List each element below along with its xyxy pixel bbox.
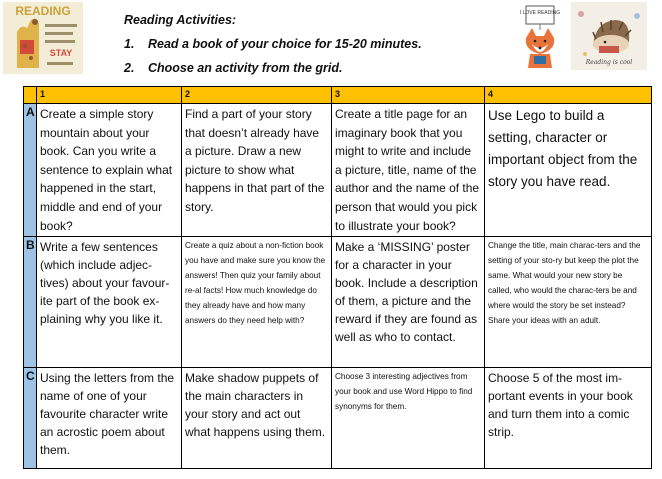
activity-step-2 [124, 56, 422, 80]
activity-cell-a2: Find a part of your story that doesn’t already have a picture. Draw a new picture to show what happens in that part of the story. [182, 104, 332, 237]
column-header-3: 3 [332, 87, 485, 104]
step-number: 1. [124, 37, 135, 51]
activity-cell-c2: Make shadow puppets of the main characters in your story and act out what happens using them. [182, 368, 332, 469]
activity-step-1 [124, 32, 422, 56]
activity-cell-b2: Create a quiz about a non-fiction book you have and make sure you know the answers! Then quiz your family about re-al facts! How much knowledge do they already have and how many answers do they need help with? [182, 237, 332, 368]
poster-heading: READING [15, 4, 71, 18]
row-label-b: B [24, 237, 37, 368]
column-header-2: 2 [182, 87, 332, 104]
activity-cell-a1: Create a simple story mountain about your book. Can you write a sentence to explain what happened in the start, middle and end of your book? [37, 104, 182, 237]
grid-header-row [24, 87, 652, 104]
reading-poster-image [3, 2, 83, 74]
fox-reading-image [516, 2, 562, 70]
activities-heading: Reading Activities: [124, 13, 237, 27]
column-header-4: 4 [485, 87, 652, 104]
activities-intro [124, 8, 422, 80]
activity-cell-c3: Choose 3 interesting adjectives from your book and use Word Hippo to find synonyms for them. [332, 368, 485, 469]
hedgehog-caption: Reading is cool [585, 59, 633, 66]
grid-row-b [24, 237, 652, 368]
activity-cell-a3: Create a title page for an imaginary book that you might to write and include a picture, title, name of the author and the name of the person that would you pick to illustrate your book? [332, 104, 485, 237]
poster-stay: STAY [49, 48, 73, 58]
row-label-c: C [24, 368, 37, 469]
step-number: 2. [124, 61, 135, 75]
activity-cell-b4: Change the title, main charac-ters and the setting of your sto-ry but keep the plot the same. What would your new story be called, who would the charac-ters be and where would the story be set instead? Share your ideas with an adult. [485, 237, 652, 368]
grid-row-a [24, 104, 652, 237]
activity-cell-a4: Use Lego to build a setting, character or important object from the story you have read. [485, 104, 652, 237]
grid-row-c [24, 368, 652, 469]
fox-sign-text: I LOVE READING [519, 10, 561, 16]
activity-cell-c4: Choose 5 of the most im-portant events in your book and turn them into a comic strip. [485, 368, 652, 469]
activity-cell-c1: Using the letters from the name of one of your favourite character write an acrostic poem about them. [37, 368, 182, 469]
hedgehog-reading-image [571, 2, 647, 70]
grid-corner-cell [24, 87, 37, 104]
activity-cell-b3: Make a ‘MISSING’ poster for a character in your book. Include a description of them, a picture and the reward if they are found as well as who to contact. [332, 237, 485, 368]
row-label-a: A [24, 104, 37, 237]
step-text: Read a book of your choice for 15-20 minutes. [148, 37, 422, 51]
activity-grid [23, 86, 652, 469]
column-header-1: 1 [37, 87, 182, 104]
activity-cell-b1: Write a few sentences (which include adjec-tives) about your favour-ite part of the book ex-plaining why you like it. [37, 237, 182, 368]
step-text: Choose an activity from the grid. [148, 61, 343, 75]
